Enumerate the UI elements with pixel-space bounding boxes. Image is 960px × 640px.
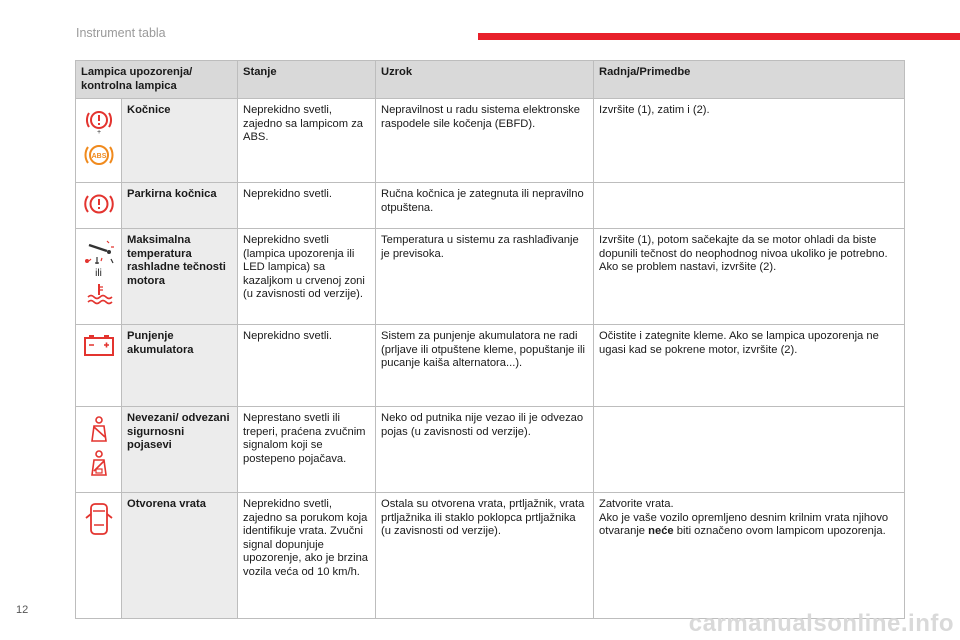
abs-warning-icon	[83, 141, 115, 169]
action-emphasis: neće	[648, 525, 674, 537]
warning-lamps-table	[75, 60, 905, 619]
column-header-cause: Uzrok	[376, 61, 594, 99]
table-header-row	[76, 61, 905, 99]
column-header-action: Radnja/Primedbe	[594, 61, 905, 99]
table-row	[76, 493, 905, 619]
column-header-lamp: Lampica upozorenja/ kontrolna lampica	[76, 61, 238, 99]
seatbelt-icon	[86, 415, 112, 445]
column-header-state: Stanje	[238, 61, 376, 99]
section-title: Instrument tabla	[76, 26, 166, 40]
lamp-name: Maksimalna temperatura rashladne tečnosti motora	[122, 229, 238, 325]
battery-icon	[83, 333, 115, 357]
lamp-cause: Neko od putnika nije vezao ili je odvezao pojas (u zavisnosti od verzije).	[376, 407, 594, 493]
lamp-cause: Sistem za punjenje akumulatora ne radi (prljave ili otpuštene kleme, popuštanje ili pucanje kaiša alternatora...).	[376, 325, 594, 407]
table-row	[76, 99, 905, 183]
lamp-action: Izvršite (1), zatim i (2).	[594, 99, 905, 183]
svg-text:ABS: ABS	[91, 153, 106, 160]
open-door-icon	[85, 501, 113, 537]
parking-brake-icon	[83, 191, 115, 217]
icon-cell	[76, 493, 122, 619]
brake-warning-icon	[84, 107, 114, 135]
action-text: Ako je vaše vozilo opremljeno desnim krilnim vrata njihovo otvaranje	[599, 511, 889, 537]
action-text: biti označeno ovom lampicom upozorenja.	[673, 525, 886, 537]
lamp-name: Parkirna kočnica	[122, 183, 238, 229]
lamp-state: Neprekidno svetli.	[238, 183, 376, 229]
lamp-action: Izvršite (1), potom sačekajte da se motor ohladi da biste dopunili tečnost do neophodnog nivoa ukoliko je potrebno. Ako se problem nastavi, izvršite (2).	[594, 229, 905, 325]
lamp-state: Neprekidno svetli, zajedno sa lampicom za ABS.	[238, 99, 376, 183]
table-row	[76, 183, 905, 229]
table-row	[76, 407, 905, 493]
lamp-state: Neprekidno svetli, zajedno sa porukom koja identifikuje vrata. Zvučni signal dopunjuje upozorenje, ako je brzina vozila veća od 10 km/h.	[238, 493, 376, 619]
lamp-name: Kočnice	[122, 99, 238, 183]
lamp-cause: Temperatura u sistemu za rashlađivanje je previsoka.	[376, 229, 594, 325]
coolant-temperature-icon	[84, 283, 114, 305]
icon-cell	[76, 99, 122, 183]
icon-cell	[76, 229, 122, 325]
table-row	[76, 325, 905, 407]
icon-cell	[76, 183, 122, 229]
table-row	[76, 229, 905, 325]
lamp-cause: Ručna kočnica je zategnuta ili nepravilno otpuštena.	[376, 183, 594, 229]
svg-text:+: +	[96, 129, 101, 135]
lamp-cause: Ostala su otvorena vrata, prtljažnik, vrata prtljažnika ili staklo poklopca prtljažnika (u zavisnosti od verzije).	[376, 493, 594, 619]
lamp-name: Punjenje akumulatora	[122, 325, 238, 407]
watermark: carmanualsonline.info	[688, 610, 954, 637]
lamp-action	[594, 493, 905, 619]
icon-separator: ili	[95, 268, 102, 279]
temperature-gauge-icon	[81, 237, 117, 267]
lamp-action	[594, 407, 905, 493]
icon-cell	[76, 325, 122, 407]
lamp-name: Otvorena vrata	[122, 493, 238, 619]
lamp-state: Neprestano svetli ili treperi, praćena zvučnim signalom koji se postepeno pojačava.	[238, 407, 376, 493]
lamp-action: Očistite i zategnite kleme. Ako se lampica upozorenja ne ugasi kad se pokrene motor, izvršite (2).	[594, 325, 905, 407]
action-text: Zatvorite vrata.	[599, 498, 674, 510]
page-number: 12	[16, 604, 29, 616]
lamp-state: Neprekidno svetli.	[238, 325, 376, 407]
header-accent-bar	[478, 33, 960, 40]
lamp-action	[594, 183, 905, 229]
lamp-cause: Nepravilnost u radu sistema elektronske raspodele sile kočenja (EBFD).	[376, 99, 594, 183]
icon-cell	[76, 407, 122, 493]
seatbelt-alt-icon	[86, 449, 112, 479]
lamp-state: Neprekidno svetli (lampica upozorenja ili LED lampica) sa kazaljkom u crvenoj zoni (u zavisnosti od verzije).	[238, 229, 376, 325]
lamp-name: Nevezani/ odvezani sigurnosni pojasevi	[122, 407, 238, 493]
